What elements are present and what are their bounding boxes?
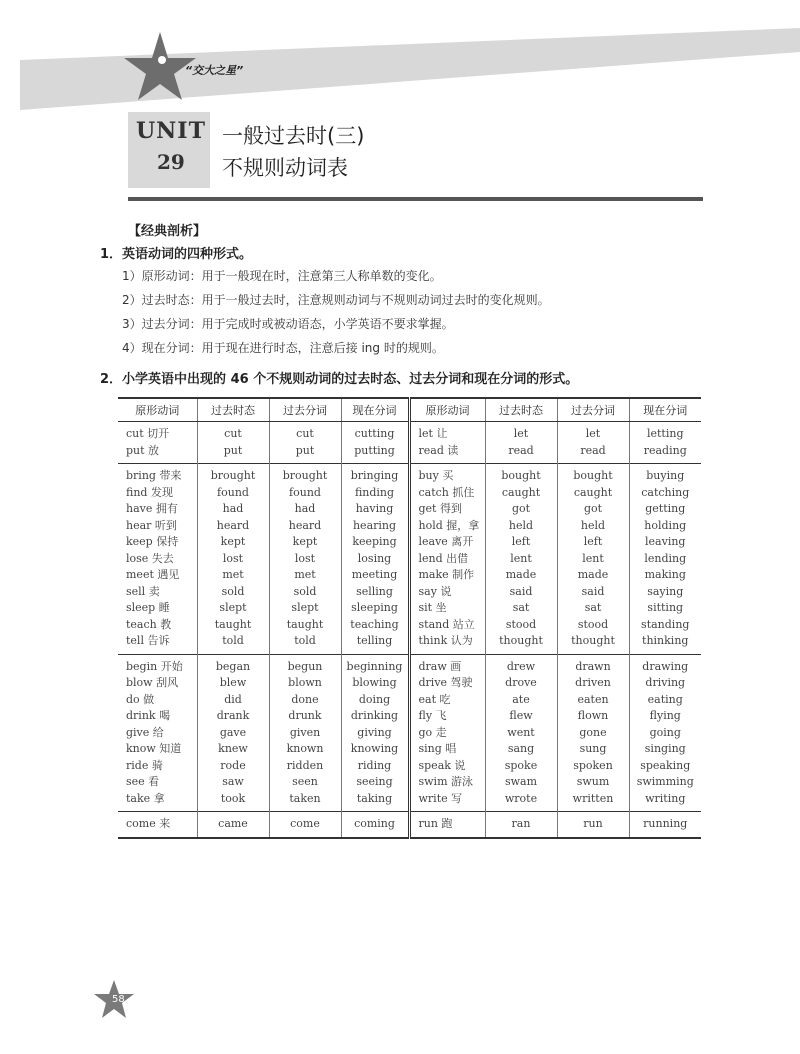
- base-form-cell: draw 画: [409, 654, 485, 675]
- past-tense-cell: swam: [485, 774, 557, 791]
- base-form-cell: know 知道: [126, 742, 182, 755]
- past-tense-cell: drank: [197, 708, 269, 725]
- past-tense-cell: left: [485, 534, 557, 551]
- table-row: [118, 633, 701, 654]
- present-participle-cell: putting: [341, 443, 409, 464]
- present-participle-cell: finding: [341, 485, 409, 502]
- base-form-cell: take 拿: [126, 791, 165, 805]
- base-form-cell: hear 听到: [126, 518, 177, 532]
- table-row: [118, 692, 701, 709]
- column-header: 现在分词: [629, 398, 701, 422]
- past-participle-cell: had: [269, 501, 341, 518]
- point-past-participle: 3）过去分词：用于完成时或被动语态，小学英语不要求掌握。: [122, 317, 454, 331]
- present-participle-cell: buying: [629, 464, 701, 485]
- past-tense-cell: knew: [197, 741, 269, 758]
- present-participle-cell: saying: [629, 584, 701, 601]
- past-tense-cell: drew: [485, 654, 557, 675]
- past-tense-cell: rode: [197, 758, 269, 775]
- present-participle-cell: taking: [341, 791, 409, 812]
- base-form-cell: meet 遇见: [126, 568, 180, 581]
- past-tense-cell: cut: [197, 422, 269, 443]
- past-participle-cell: sat: [557, 600, 629, 617]
- past-participle-cell: begun: [269, 654, 341, 675]
- past-participle-cell: bought: [557, 464, 629, 485]
- present-participle-cell: coming: [341, 812, 409, 838]
- base-form-cell: sit 坐: [409, 600, 485, 617]
- base-form-cell: see 看: [126, 775, 160, 788]
- past-tense-cell: brought: [197, 464, 269, 485]
- past-participle-cell: written: [557, 791, 629, 812]
- present-participle-cell: knowing: [341, 741, 409, 758]
- present-participle-cell: standing: [629, 617, 701, 634]
- base-form-cell: let 让: [409, 422, 485, 443]
- past-participle-cell: told: [269, 633, 341, 654]
- present-participle-cell: singing: [629, 741, 701, 758]
- past-tense-cell: blew: [197, 675, 269, 692]
- present-participle-cell: flying: [629, 708, 701, 725]
- past-tense-cell: lent: [485, 551, 557, 568]
- column-header: 现在分词: [341, 398, 409, 422]
- past-participle-cell: drunk: [269, 708, 341, 725]
- present-participle-cell: thinking: [629, 633, 701, 654]
- past-participle-cell: let: [557, 422, 629, 443]
- present-participle-cell: letting: [629, 422, 701, 443]
- past-participle-cell: run: [557, 812, 629, 838]
- past-tense-cell: began: [197, 654, 269, 675]
- column-header: 过去时态: [485, 398, 557, 422]
- table-row: [118, 600, 701, 617]
- past-participle-cell: come: [269, 812, 341, 838]
- point-base-form: 1）原形动词：用于一般现在时，注意第三人称单数的变化。: [122, 269, 442, 283]
- past-tense-cell: ran: [485, 812, 557, 838]
- present-participle-cell: keeping: [341, 534, 409, 551]
- table-row: [118, 551, 701, 568]
- table-row: [118, 518, 701, 535]
- past-tense-cell: found: [197, 485, 269, 502]
- past-tense-cell: spoke: [485, 758, 557, 775]
- present-participle-cell: sitting: [629, 600, 701, 617]
- present-participle-cell: meeting: [341, 567, 409, 584]
- past-tense-cell: read: [485, 443, 557, 464]
- present-participle-cell: leaving: [629, 534, 701, 551]
- base-form-cell: write 写: [409, 791, 485, 812]
- table-row: [118, 741, 701, 758]
- present-participle-cell: catching: [629, 485, 701, 502]
- present-participle-cell: cutting: [341, 422, 409, 443]
- base-form-cell: lose 失去: [126, 551, 174, 565]
- point-past-tense: 2）过去时态：用于一般过去时，注意规则动词与不规则动词过去时的变化规则。: [122, 293, 550, 307]
- present-participle-cell: swimming: [629, 774, 701, 791]
- present-participle-cell: getting: [629, 501, 701, 518]
- header-banner: [0, 0, 800, 130]
- past-tense-cell: stood: [485, 617, 557, 634]
- table-row: [118, 534, 701, 551]
- base-form-cell: tell 告诉: [126, 634, 170, 647]
- past-tense-cell: bought: [485, 464, 557, 485]
- header-rule: [128, 197, 703, 201]
- past-tense-cell: met: [197, 567, 269, 584]
- past-participle-cell: seen: [269, 774, 341, 791]
- past-participle-cell: held: [557, 518, 629, 535]
- table-row: [118, 654, 701, 675]
- past-participle-cell: met: [269, 567, 341, 584]
- past-tense-cell: sat: [485, 600, 557, 617]
- past-participle-cell: taken: [269, 791, 341, 812]
- table-row: [118, 464, 701, 485]
- past-participle-cell: ridden: [269, 758, 341, 775]
- present-participle-cell: speaking: [629, 758, 701, 775]
- base-form-cell: blow 刮风: [126, 676, 179, 689]
- table-header-row: [118, 398, 701, 422]
- past-tense-cell: taught: [197, 617, 269, 634]
- table-row: [118, 708, 701, 725]
- past-tense-cell: thought: [485, 633, 557, 654]
- past-participle-cell: lost: [269, 551, 341, 568]
- present-participle-cell: beginning: [341, 654, 409, 675]
- past-tense-cell: got: [485, 501, 557, 518]
- past-participle-cell: sung: [557, 741, 629, 758]
- past-tense-cell: took: [197, 791, 269, 812]
- past-participle-cell: read: [557, 443, 629, 464]
- unit-title-line2: 不规则动词表: [222, 156, 348, 180]
- past-participle-cell: kept: [269, 534, 341, 551]
- past-participle-cell: slept: [269, 600, 341, 617]
- section-label: 【经典剖析】: [128, 224, 207, 239]
- table-row: [118, 485, 701, 502]
- past-participle-cell: drawn: [557, 654, 629, 675]
- brand-name: “交大之星”: [185, 64, 244, 77]
- past-participle-cell: sold: [269, 584, 341, 601]
- past-participle-cell: caught: [557, 485, 629, 502]
- past-tense-cell: let: [485, 422, 557, 443]
- present-participle-cell: selling: [341, 584, 409, 601]
- past-tense-cell: put: [197, 443, 269, 464]
- base-form-cell: sing 唱: [409, 741, 485, 758]
- base-form-cell: cut 切开: [126, 427, 170, 440]
- past-tense-cell: had: [197, 501, 269, 518]
- present-participle-cell: lending: [629, 551, 701, 568]
- present-participle-cell: sleeping: [341, 600, 409, 617]
- past-tense-cell: went: [485, 725, 557, 742]
- present-participle-cell: writing: [629, 791, 701, 812]
- base-form-cell: come 来: [118, 812, 197, 838]
- table-row: [118, 812, 701, 838]
- base-form-cell: say 说: [409, 584, 485, 601]
- table-row: [118, 725, 701, 742]
- base-form-cell: have 拥有: [126, 502, 178, 515]
- past-tense-cell: made: [485, 567, 557, 584]
- past-tense-cell: said: [485, 584, 557, 601]
- point-present-participle: 4）现在分词：用于现在进行时态，注意后接 ing 时的规则。: [122, 341, 444, 355]
- past-tense-cell: gave: [197, 725, 269, 742]
- past-tense-cell: drove: [485, 675, 557, 692]
- base-form-cell: go 走: [409, 725, 485, 742]
- table-row: [118, 675, 701, 692]
- unit-title-line1: 一般过去时(三): [222, 124, 365, 148]
- present-participle-cell: doing: [341, 692, 409, 709]
- table-row: [118, 617, 701, 634]
- past-tense-cell: ate: [485, 692, 557, 709]
- table-row: [118, 567, 701, 584]
- table-row: [118, 774, 701, 791]
- base-form-cell: hold 握，拿: [409, 518, 485, 535]
- base-form-cell: drink 喝: [126, 709, 171, 722]
- banner-stripe: [20, 28, 800, 110]
- table-body: [118, 422, 701, 838]
- past-participle-cell: swum: [557, 774, 629, 791]
- present-participle-cell: giving: [341, 725, 409, 742]
- past-tense-cell: came: [197, 812, 269, 838]
- present-participle-cell: running: [629, 812, 701, 838]
- base-form-cell: make 制作: [409, 567, 485, 584]
- base-form-cell: ride 骑: [126, 758, 163, 772]
- present-participle-cell: losing: [341, 551, 409, 568]
- column-header: 过去时态: [197, 398, 269, 422]
- irregular-verb-table: [118, 397, 701, 839]
- past-tense-cell: flew: [485, 708, 557, 725]
- base-form-cell: fly 飞: [409, 708, 485, 725]
- past-participle-cell: brought: [269, 464, 341, 485]
- column-header: 过去分词: [269, 398, 341, 422]
- past-participle-cell: spoken: [557, 758, 629, 775]
- column-header: 过去分词: [557, 398, 629, 422]
- base-form-cell: lend 出借: [409, 551, 485, 568]
- past-tense-cell: held: [485, 518, 557, 535]
- present-participle-cell: bringing: [341, 464, 409, 485]
- unit-word: UNIT: [136, 118, 206, 144]
- past-tense-cell: wrote: [485, 791, 557, 812]
- base-form-cell: give 给: [126, 725, 164, 739]
- base-form-cell: leave 离开: [409, 534, 485, 551]
- table-row: [118, 791, 701, 812]
- base-form-cell: do 做: [126, 692, 155, 706]
- column-header: 原形动词: [409, 398, 485, 422]
- past-tense-cell: sang: [485, 741, 557, 758]
- base-form-cell: sell 卖: [126, 584, 160, 598]
- past-participle-cell: gone: [557, 725, 629, 742]
- past-participle-cell: made: [557, 567, 629, 584]
- base-form-cell: read 读: [409, 443, 485, 464]
- star-figure-icon: [158, 56, 166, 64]
- past-participle-cell: taught: [269, 617, 341, 634]
- past-participle-cell: lent: [557, 551, 629, 568]
- base-form-cell: eat 吃: [409, 692, 485, 709]
- present-participle-cell: drawing: [629, 654, 701, 675]
- past-tense-cell: caught: [485, 485, 557, 502]
- present-participle-cell: reading: [629, 443, 701, 464]
- base-form-cell: find 发现: [126, 485, 173, 499]
- past-participle-cell: said: [557, 584, 629, 601]
- past-participle-cell: stood: [557, 617, 629, 634]
- present-participle-cell: drinking: [341, 708, 409, 725]
- base-form-cell: bring 带来: [118, 464, 197, 485]
- past-tense-cell: told: [197, 633, 269, 654]
- base-form-cell: buy 买: [409, 464, 485, 485]
- past-participle-cell: flown: [557, 708, 629, 725]
- present-participle-cell: blowing: [341, 675, 409, 692]
- past-tense-cell: heard: [197, 518, 269, 535]
- base-form-cell: stand 站立: [409, 617, 485, 634]
- past-participle-cell: cut: [269, 422, 341, 443]
- present-participle-cell: making: [629, 567, 701, 584]
- present-participle-cell: having: [341, 501, 409, 518]
- past-participle-cell: left: [557, 534, 629, 551]
- base-form-cell: keep 保持: [126, 535, 179, 548]
- past-participle-cell: given: [269, 725, 341, 742]
- unit-number: 29: [157, 150, 185, 174]
- present-participle-cell: riding: [341, 758, 409, 775]
- present-participle-cell: eating: [629, 692, 701, 709]
- present-participle-cell: driving: [629, 675, 701, 692]
- heading-irregular-verbs: 2．小学英语中出现的 46 个不规则动词的过去时态、过去分词和现在分词的形式。: [100, 372, 579, 387]
- base-form-cell: catch 抓住: [409, 485, 485, 502]
- present-participle-cell: holding: [629, 518, 701, 535]
- past-participle-cell: found: [269, 485, 341, 502]
- table-row: [118, 584, 701, 601]
- present-participle-cell: hearing: [341, 518, 409, 535]
- column-header: 原形动词: [118, 398, 197, 422]
- base-form-cell: get 得到: [409, 501, 485, 518]
- heading-verb-forms: 1．英语动词的四种形式。: [100, 247, 253, 262]
- past-participle-cell: driven: [557, 675, 629, 692]
- base-form-cell: drive 驾驶: [409, 675, 485, 692]
- past-tense-cell: saw: [197, 774, 269, 791]
- base-form-cell: swim 游泳: [409, 774, 485, 791]
- table-row: [118, 758, 701, 775]
- table-row: [118, 501, 701, 518]
- present-participle-cell: telling: [341, 633, 409, 654]
- past-participle-cell: put: [269, 443, 341, 464]
- past-participle-cell: thought: [557, 633, 629, 654]
- present-participle-cell: teaching: [341, 617, 409, 634]
- past-tense-cell: lost: [197, 551, 269, 568]
- past-participle-cell: got: [557, 501, 629, 518]
- past-participle-cell: heard: [269, 518, 341, 535]
- base-form-cell: put 放: [126, 443, 160, 457]
- present-participle-cell: seeing: [341, 774, 409, 791]
- base-form-cell: teach 教: [126, 617, 172, 631]
- base-form-cell: speak 说: [409, 758, 485, 775]
- past-participle-cell: known: [269, 741, 341, 758]
- past-participle-cell: eaten: [557, 692, 629, 709]
- table-row: [118, 443, 701, 464]
- past-participle-cell: done: [269, 692, 341, 709]
- past-tense-cell: did: [197, 692, 269, 709]
- past-tense-cell: sold: [197, 584, 269, 601]
- table-row: [118, 422, 701, 443]
- present-participle-cell: going: [629, 725, 701, 742]
- base-form-cell: begin 开始: [118, 654, 197, 675]
- base-form-cell: run 跑: [409, 812, 485, 838]
- past-tense-cell: kept: [197, 534, 269, 551]
- base-form-cell: think 认为: [409, 633, 485, 654]
- base-form-cell: sleep 睡: [126, 601, 170, 614]
- page-number: 58: [112, 994, 125, 1005]
- past-participle-cell: blown: [269, 675, 341, 692]
- past-tense-cell: slept: [197, 600, 269, 617]
